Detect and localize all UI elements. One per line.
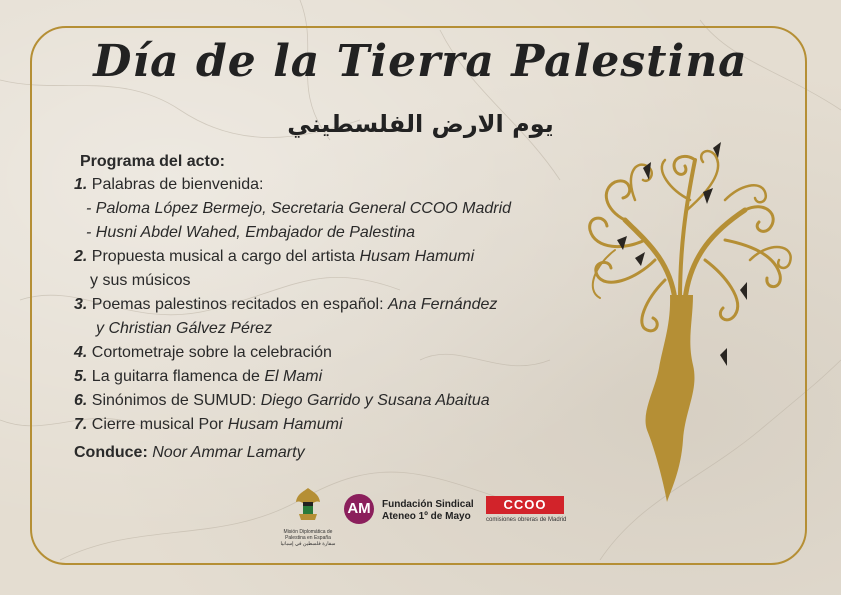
- program-list: [74, 150, 594, 467]
- fundacion-ateneo-logo: [344, 494, 494, 534]
- program-item-2: [74, 245, 594, 269]
- speaker-1: - Paloma López Bermejo, Secretaria General CCOO Madrid: [86, 200, 512, 217]
- item-continuation: [74, 317, 594, 341]
- item-text: Poemas palestinos recitados en español:: [91, 296, 388, 313]
- item-number: 7.: [74, 416, 88, 433]
- item-artist: Husam Hamumi: [227, 416, 343, 433]
- program-item-4: [74, 341, 594, 365]
- conduce-line: [74, 439, 594, 467]
- item-artist: El Mami: [264, 368, 323, 385]
- program-heading: Programa del acto:: [80, 153, 225, 170]
- item-number: 2.: [74, 248, 88, 265]
- item-text: Propuesta musical a cargo del artista: [91, 248, 360, 265]
- ccoo-mark: CCOO: [486, 496, 564, 514]
- item-number: 4.: [74, 344, 88, 361]
- item-artist: Diego Garrido y Susana Abaitua: [260, 392, 490, 409]
- page-title: Día de la Tierra Palestina: [93, 36, 748, 87]
- mission-caption-2: Palestina en España: [285, 535, 331, 541]
- item-artist: y Christian Gálvez Pérez: [96, 320, 273, 337]
- ccoo-madrid-logo: [486, 496, 566, 536]
- item-artist: Husam Hamumi: [359, 248, 475, 265]
- program-item-3: [74, 293, 594, 317]
- item-number: 6.: [74, 392, 88, 409]
- item-text: Cierre musical Por: [91, 416, 228, 433]
- program-item-7: [74, 413, 594, 437]
- conduce-label: Conduce:: [74, 444, 148, 461]
- fundacion-line-2: Ateneo 1º de Mayo: [382, 511, 471, 522]
- fundacion-line-1: Fundación Sindical: [382, 499, 474, 510]
- arabic-subtitle: يوم الارض الفلسطيني: [287, 110, 554, 138]
- item-continuation: y sus músicos: [90, 272, 191, 289]
- item-text: La guitarra flamenca de: [91, 368, 265, 385]
- speaker-2: - Husni Abdel Wahed, Embajador de Palestina: [86, 224, 416, 241]
- conduce-name: Noor Ammar Lamarty: [152, 444, 305, 461]
- item-text: Palabras de bienvenida:: [91, 176, 264, 193]
- fundacion-mark: AM: [344, 494, 374, 524]
- eagle-emblem-icon: [293, 484, 323, 524]
- mission-caption-1: Misión Diplomática de: [283, 529, 333, 535]
- item-text: Cortometraje sobre la celebración: [91, 344, 332, 361]
- item-text: Sinónimos de SUMUD:: [91, 392, 261, 409]
- sponsor-logos: [0, 484, 841, 554]
- item-number: 5.: [74, 368, 88, 385]
- palestine-mission-logo: [268, 484, 348, 547]
- program-item-1: [74, 173, 594, 197]
- program-item-6: [74, 389, 594, 413]
- item-number: 3.: [74, 296, 88, 313]
- program-item-5: [74, 365, 594, 389]
- ccoo-caption: comisiones obreras de Madrid: [486, 517, 567, 523]
- item-number: 1.: [74, 176, 88, 193]
- item-artist: Ana Fernández: [387, 296, 498, 313]
- tree-map-illustration: [575, 140, 805, 510]
- mission-caption-3: سفارة فلسطين في إسبانيا: [280, 541, 336, 547]
